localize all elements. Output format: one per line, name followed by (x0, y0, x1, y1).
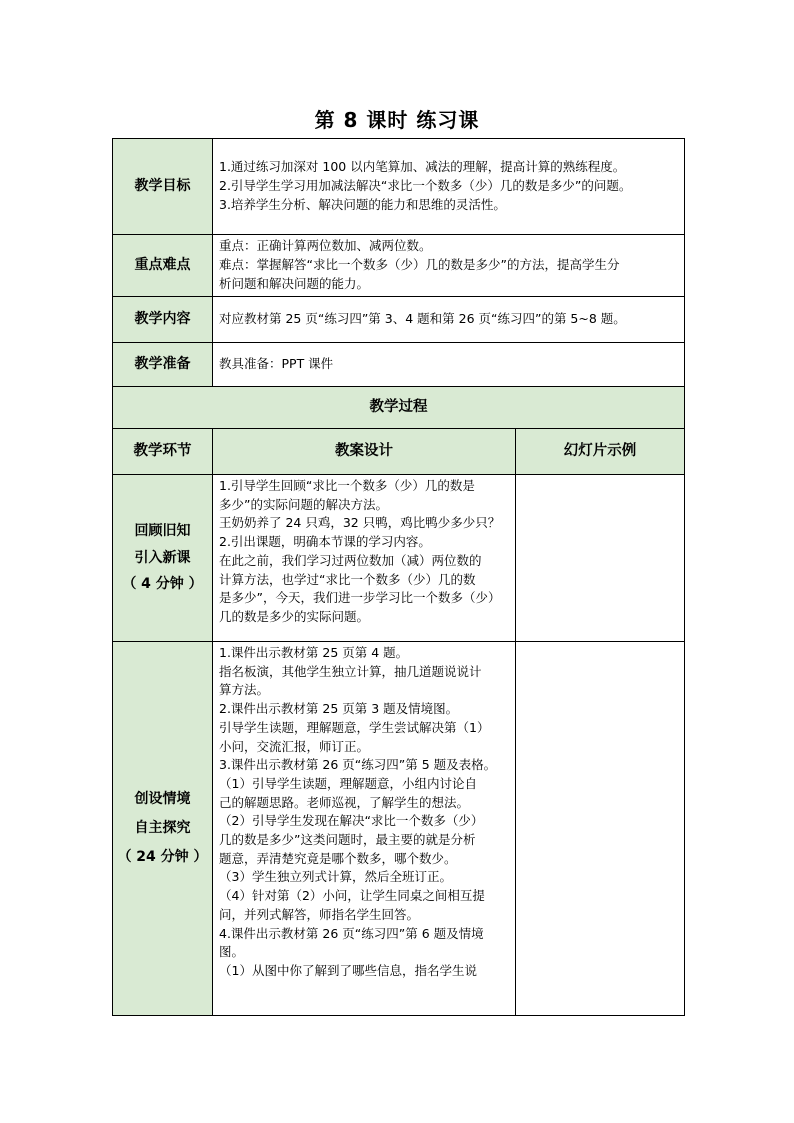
design-line: （2）引导学生发现在解决“求比一个数多（少） (219, 813, 484, 829)
design-line: 4.课件出示教材第 26 页“练习四”第 6 题及情境 (219, 925, 484, 941)
design-line: 1.课件出示教材第 25 页第 4 题。 (219, 645, 409, 660)
preparation-label: 教学准备 (113, 343, 213, 387)
design-line: 小问，交流汇报，师订正。 (219, 738, 370, 754)
stage-name-line: 回顾旧知 (134, 522, 191, 539)
page-title: 第 8 课时 练习课 (314, 108, 480, 132)
slide-example-cell (516, 475, 685, 642)
stage-row (113, 642, 685, 1016)
design-line: 引导学生读题，理解题意，学生尝试解决第（1） (219, 719, 490, 735)
design-line: 己的解题思路。老师巡视，了解学生的想法。 (219, 794, 470, 810)
key-points-cell (213, 235, 685, 297)
objectives-cell (213, 139, 685, 235)
content-row (113, 297, 685, 343)
slide-example-cell (516, 642, 685, 1016)
design-line: 2.课件出示教材第 25 页第 3 题及情境图。 (219, 701, 459, 717)
design-line: （3）学生独立列式计算，然后全班订正。 (219, 869, 452, 885)
key-point-line: 难点：掌握解答“求比一个数多（少）几的数是多少”的方法，提高学生分 (219, 257, 620, 273)
stage-duration: （ 24 分钟 ） (117, 848, 208, 865)
key-point-line: 析问题和解决问题的能力。 (219, 275, 370, 291)
process-header-row (113, 387, 685, 429)
design-line: （4）针对第（2）小问，让学生同桌之间相互提 (219, 888, 485, 904)
design-line: （1）引导学生读题，理解题意，小组内讨论自 (219, 775, 477, 791)
design-line: 在此之前，我们学习过两位数加（减）两位数的 (219, 552, 482, 568)
column-header-row (113, 429, 685, 475)
objective-line: 1.通过练习加深对 100 以内笔算加、减法的理解，提高计算的熟练程度。 (219, 159, 626, 175)
design-line: 王奶奶养了 24 只鸡，32 只鸭，鸡比鸭少多少只？ (219, 515, 501, 531)
design-line: 几的数是多少”这类问题时，最主要的就是分析 (219, 832, 476, 848)
stage-design (213, 475, 516, 642)
objective-line: 2.引导学生学习用加减法解决“求比一个数多（少）几的数是多少”的问题。 (219, 178, 632, 194)
stage-row (113, 475, 685, 642)
design-line: 3.课件出示教材第 26 页“练习四”第 5 题及表格。 (219, 757, 497, 773)
design-line: 是多少”，今天，我们进一步学习比一个数多（少） (219, 590, 501, 606)
column-header-stage: 教学环节 (113, 429, 213, 475)
design-line: 1.引导学生回顾“求比一个数多（少）几的数是 (219, 478, 475, 493)
design-line: 算方法。 (219, 682, 270, 698)
design-line: 计算方法，也学过“求比一个数多（少）几的数 (219, 571, 476, 587)
objective-line: 3.培养学生分析、解决问题的能力和思维的灵活性。 (219, 196, 506, 212)
content-label: 教学内容 (113, 297, 213, 343)
stage-name-line: 创设情境 (134, 791, 191, 808)
column-header-design: 教案设计 (213, 429, 516, 475)
lesson-plan-table (112, 138, 685, 1016)
design-line: 2.引出课题，明确本节课的学习内容。 (219, 534, 431, 550)
objectives-label: 教学目标 (113, 139, 213, 235)
content-cell: 对应教材第 25 页“练习四”第 3、4 题和第 26 页“练习四”的第 5~8 题。 (213, 297, 685, 343)
design-line: （1）从图中你了解到了哪些信息，指名学生说 (219, 962, 477, 978)
stage-name (113, 642, 213, 1016)
design-line: 题意，弄清楚究竟是哪个数多，哪个数少。 (219, 850, 457, 866)
process-header: 教学过程 (113, 387, 685, 429)
design-line: 问，并列式解答，师指名学生回答。 (219, 906, 420, 922)
design-line: 多少”的实际问题的解决方法。 (219, 496, 388, 512)
column-header-slides: 幻灯片示例 (516, 429, 685, 475)
key-point-line: 重点：正确计算两位数加、减两位数。 (219, 238, 432, 254)
stage-duration: （ 4 分钟 ） (122, 576, 203, 593)
stage-name-line: 引入新课 (134, 549, 191, 566)
preparation-cell: 教具准备：PPT 课件 (213, 343, 685, 387)
stage-design (213, 642, 516, 1016)
stage-name-line: 自主探究 (134, 820, 191, 837)
preparation-row (113, 343, 685, 387)
key-points-row (113, 235, 685, 297)
design-line: 几的数是多少的实际问题。 (219, 608, 370, 624)
design-line: 图。 (219, 944, 245, 960)
design-line: 指名板演，其他学生独立计算，抽几道题说说计 (219, 663, 482, 679)
objectives-row (113, 139, 685, 235)
key-points-label: 重点难点 (113, 235, 213, 297)
stage-name (113, 475, 213, 642)
